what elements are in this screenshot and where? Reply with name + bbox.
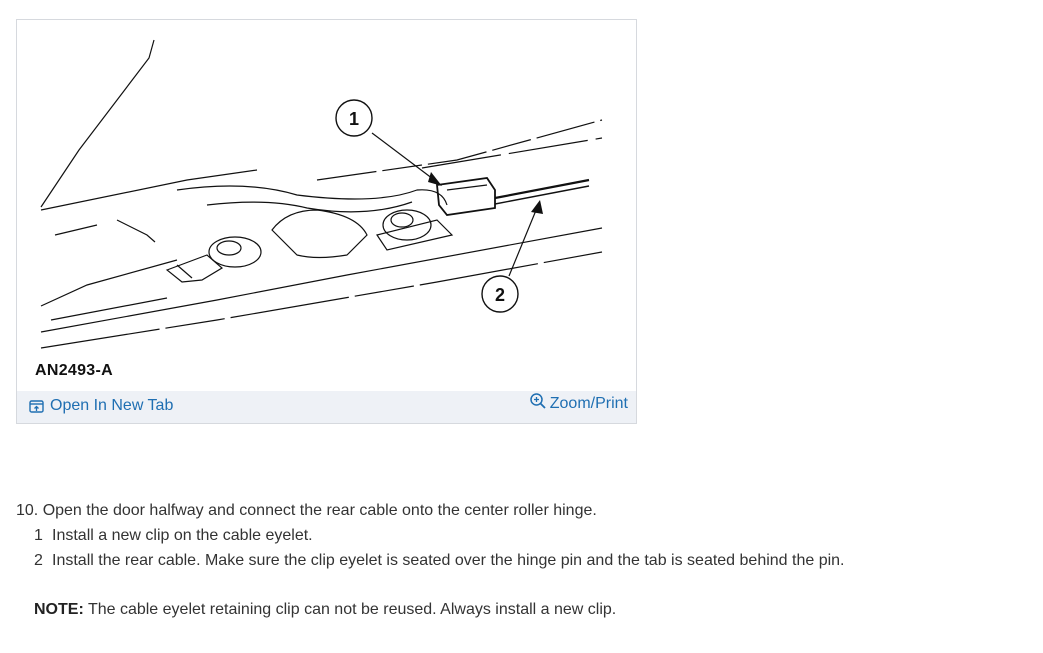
note-label: NOTE:	[34, 601, 84, 618]
procedure-step: 10. Open the door halfway and connect the rear cable onto the center roller hinge.	[16, 502, 597, 519]
substep-number: 1	[34, 527, 43, 544]
note-text: The cable eyelet retaining clip can not be reused. Always install a new clip.	[83, 601, 617, 618]
substep-text: Install the rear cable. Make sure the clip eyelet is seated over the hinge pin and the tab is seated behind the pin.	[52, 552, 845, 569]
zoom-print-link[interactable]	[529, 395, 628, 413]
substep	[34, 527, 313, 545]
figure-action-bar	[17, 391, 636, 423]
zoom-in-icon	[529, 392, 547, 410]
open-in-new-tab-link[interactable]	[29, 397, 173, 415]
callout-2: 2	[494, 285, 506, 305]
callout-1: 1	[348, 109, 360, 129]
open-in-new-tab-label: Open In New Tab	[50, 397, 174, 414]
figure-code: AN2493-A	[35, 362, 113, 379]
substep-number: 2	[34, 552, 43, 569]
open-new-tab-icon	[29, 400, 44, 413]
hinge-cable-illustration	[17, 20, 636, 390]
note	[34, 601, 616, 619]
zoom-print-label: Zoom/Print	[549, 395, 628, 412]
figure-card	[16, 19, 637, 424]
substep	[34, 552, 845, 570]
substep-text: Install a new clip on the cable eyelet.	[52, 527, 313, 544]
